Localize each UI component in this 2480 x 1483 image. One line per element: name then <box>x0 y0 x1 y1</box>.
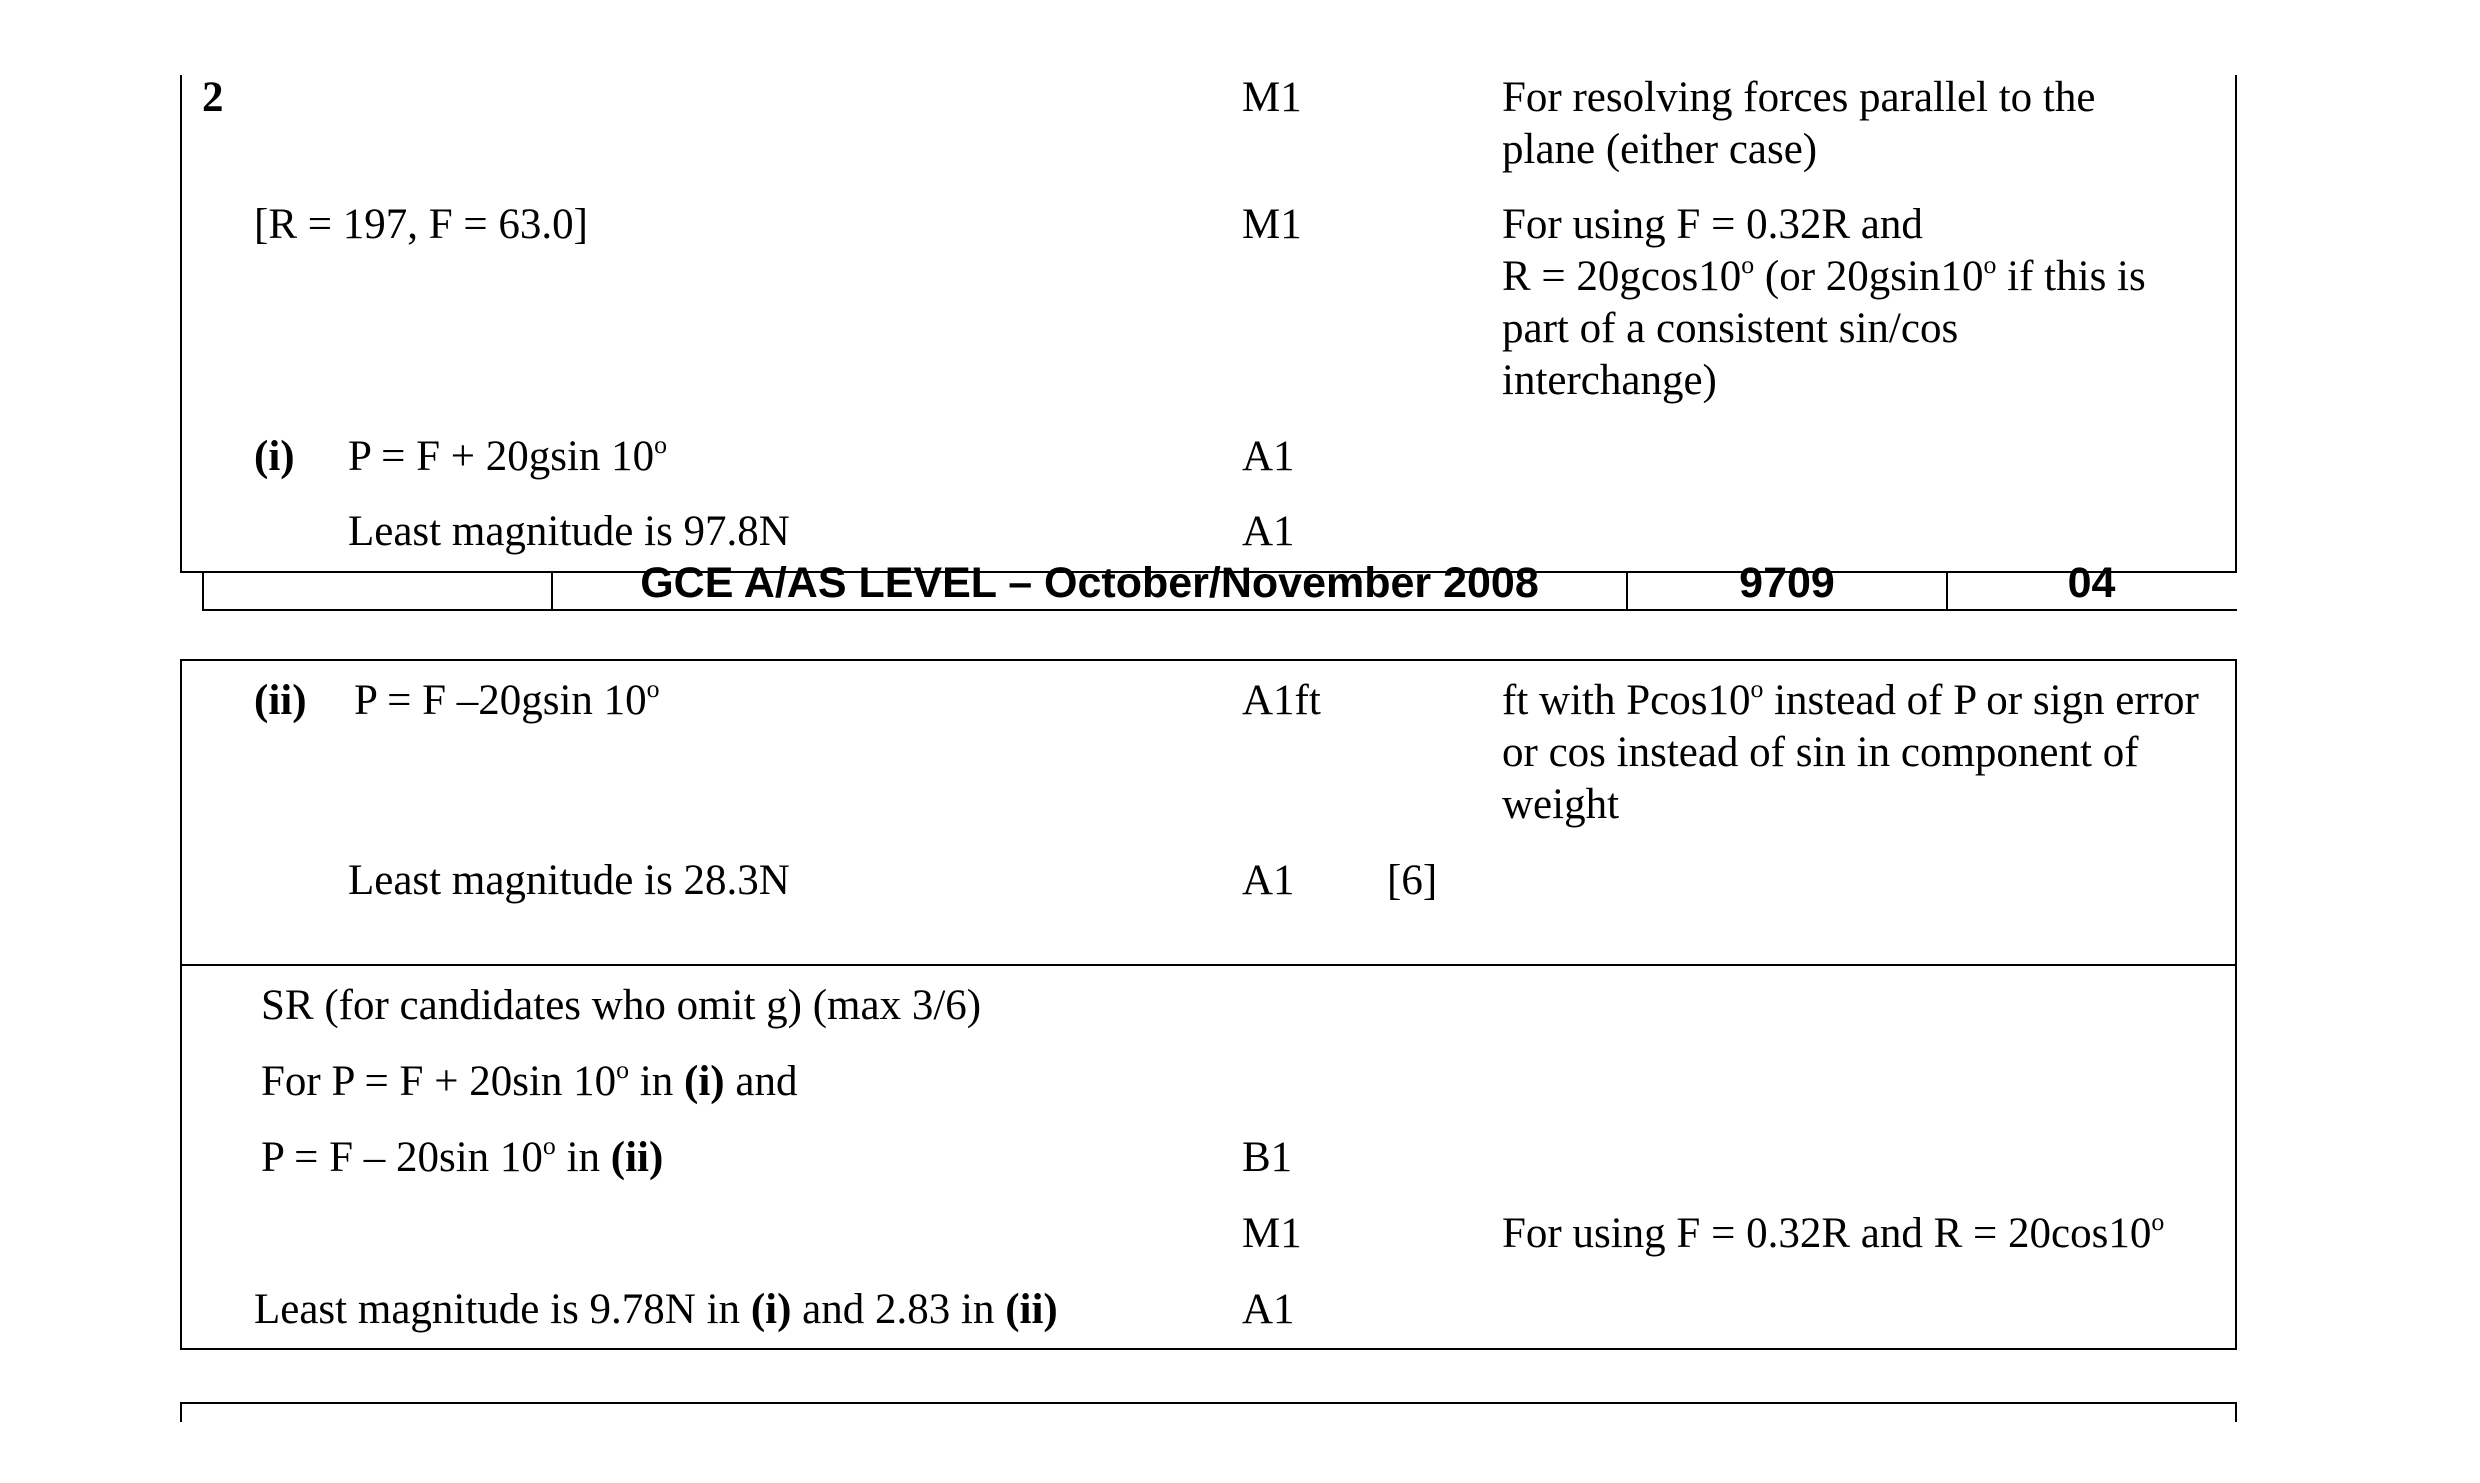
block2-separator <box>180 964 2237 966</box>
mark-b1-sr: B1 <box>1242 1134 1293 1181</box>
next-table-left-border <box>180 1402 182 1422</box>
sr-line-part-ii: P = F – 20sin 10$^o$ in (ii) <box>261 1131 664 1181</box>
equation-part-i: P = F + 20gsin 10$^o$ <box>348 430 668 480</box>
mark-m1-sr: M1 <box>1242 1210 1302 1257</box>
part-i-label: (i) <box>254 433 295 480</box>
sr-title: SR (for candidates who omit g) (max 3/6) <box>261 982 982 1029</box>
mark-m1-using-f: M1 <box>1242 201 1302 248</box>
question-number: 2 <box>202 74 224 121</box>
block2-right-border <box>2235 659 2237 1350</box>
footer-paper-number: 04 <box>2067 559 2116 607</box>
comment-using-f-line4: interchange) <box>1502 357 1717 404</box>
mark-m1-resolving: M1 <box>1242 74 1302 121</box>
least-magnitude-part-ii: Least magnitude is 28.3N <box>348 857 790 904</box>
equation-part-ii: P = F –20gsin 10$^o$ <box>354 674 660 724</box>
block2-top-border <box>180 659 2237 661</box>
part-ii-label: (ii) <box>254 677 307 724</box>
block3-bottom-border <box>180 1348 2237 1350</box>
footer-bottom-border <box>202 609 2237 611</box>
sr-line-part-i: For P = F + 20sin 10$^o$ in (i) and <box>261 1055 798 1105</box>
working-r-f-values: [R = 197, F = 63.0] <box>254 201 588 248</box>
footer-left-border <box>202 571 204 611</box>
least-magnitude-part-i: Least magnitude is 97.8N <box>348 508 790 555</box>
mark-a1-least-magnitude-ii: A1 <box>1242 857 1295 904</box>
block1-left-border <box>180 75 182 573</box>
comment-using-f-line1: For using F = 0.32R and <box>1502 201 1923 248</box>
comment-sr-using-f: For using F = 0.32R and $R = 20\cos 10^o$ <box>1502 1207 2165 1257</box>
mark-a1-least-magnitude-i: A1 <box>1242 508 1295 555</box>
next-table-right-border <box>2235 1402 2237 1422</box>
sr-least-magnitude: Least magnitude is 9.78N in (i) and 2.83 in (ii) <box>254 1286 1058 1333</box>
comment-resolving-forces: For resolving forces parallel to the plane (either case) <box>1502 74 2096 173</box>
block2-left-border <box>180 659 182 1350</box>
mark-a1-part-i: A1 <box>1242 433 1295 480</box>
footer-syllabus-title: GCE A/AS LEVEL – October/November 2008 <box>640 559 1539 607</box>
comment-follow-through: ft with Pcos10$^o$ instead of P or sign error or cos instead of sin in component of weight <box>1502 674 2199 828</box>
mark-a1-sr: A1 <box>1242 1286 1295 1333</box>
comment-using-f-line2: $R = 20gcos10^o$ (or 20gsin10$^o$ if this is <box>1502 250 2146 300</box>
total-marks: [6] <box>1387 857 1438 904</box>
mark-a1ft-part-ii: A1ft <box>1242 677 1321 724</box>
comment-using-f-line3: part of a consistent sin/cos <box>1502 305 1959 352</box>
block1-right-border <box>2235 75 2237 573</box>
footer-syllabus-code: 9709 <box>1739 559 1835 607</box>
next-table-top-border <box>180 1402 2237 1404</box>
